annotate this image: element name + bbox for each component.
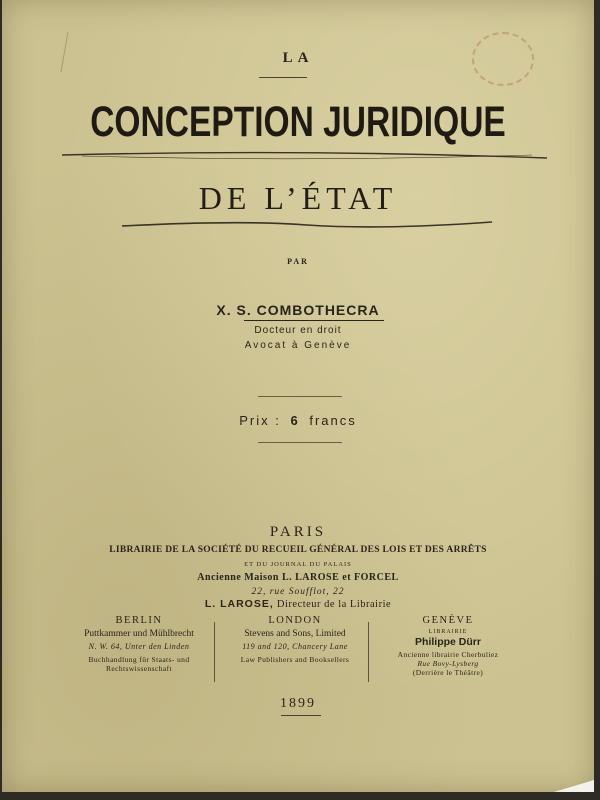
publisher-address: 22, rue Soufflot, 22 [251,587,345,597]
branch-address-2: Rue Bovy-Lysberg [417,659,479,668]
branch-note: Buchhandlung für Staats- und Rechtswissenschaft [88,655,190,673]
branch-london [220,615,370,664]
sub-title: DE L’ÉTAT [198,180,398,216]
branch-note: Law Publishers and Booksellers [240,655,350,664]
price-line [2,413,594,428]
article-underline [259,77,307,78]
price-rule-bottom [258,442,342,443]
price-label: Prix : [239,413,281,428]
title-page [2,0,594,792]
branch-city: GENÈVE [422,615,474,626]
main-title: CONCEPTION JURIDIQUE [90,98,506,146]
title-article: LA [282,50,314,66]
publisher-name: L. LAROSE, [204,598,274,610]
branch-geneve [373,615,523,677]
branch-address: 119 and 120, Chancery Lane [242,642,348,651]
branch-name: Stevens and Sons, Limited [244,629,346,639]
publisher-line-1: LIBRAIRIE DE LA SOCIÉTÉ DU RECUEIL GÉNÉRAL DES LOIS ET DES ARRÊTS [109,545,487,555]
author-name: X. S. COMBOTHECRA [216,302,380,318]
title-swash-rule [62,150,547,162]
branch-name: Puttkammer und Mühlbrecht [84,629,194,639]
imprint-city: PARIS [269,524,327,540]
price-rule-top [258,396,342,397]
branch-address-3: (Derrière le Théâtre) [412,668,484,677]
year-underline [281,715,321,716]
price-value: 6 [290,413,300,428]
publisher-director-line [2,598,594,610]
author-degree: Docteur en droit [254,325,342,336]
publisher-line-2: ET DU JOURNAL DU PALAIS [244,561,352,568]
paper-corner [554,780,594,792]
branch-name: Philippe Dürr [415,636,481,648]
branch-address: N. W. 64, Unter den Linden [88,642,190,651]
branch-city: BERLIN [115,615,163,626]
column-divider [368,622,369,682]
subtitle-swash-rule [122,218,492,232]
branch-berlin [64,615,214,673]
branch-address-1: Ancienne librairie Cherbuliez [397,650,499,659]
publication-year: 1899 [280,696,316,711]
author-profession: Avocat à Genève [244,340,352,351]
author-underline [244,320,384,321]
price-unit: francs [309,413,357,428]
publisher-title: Directeur de la Librairie [276,599,392,610]
by-label: PAR [287,257,309,266]
column-divider [214,622,215,682]
branch-label: LIBRAIRIE [428,629,468,635]
publisher-line-3: Ancienne Maison L. LAROSE et FORCEL [197,572,399,583]
branch-city: LONDON [268,615,322,626]
